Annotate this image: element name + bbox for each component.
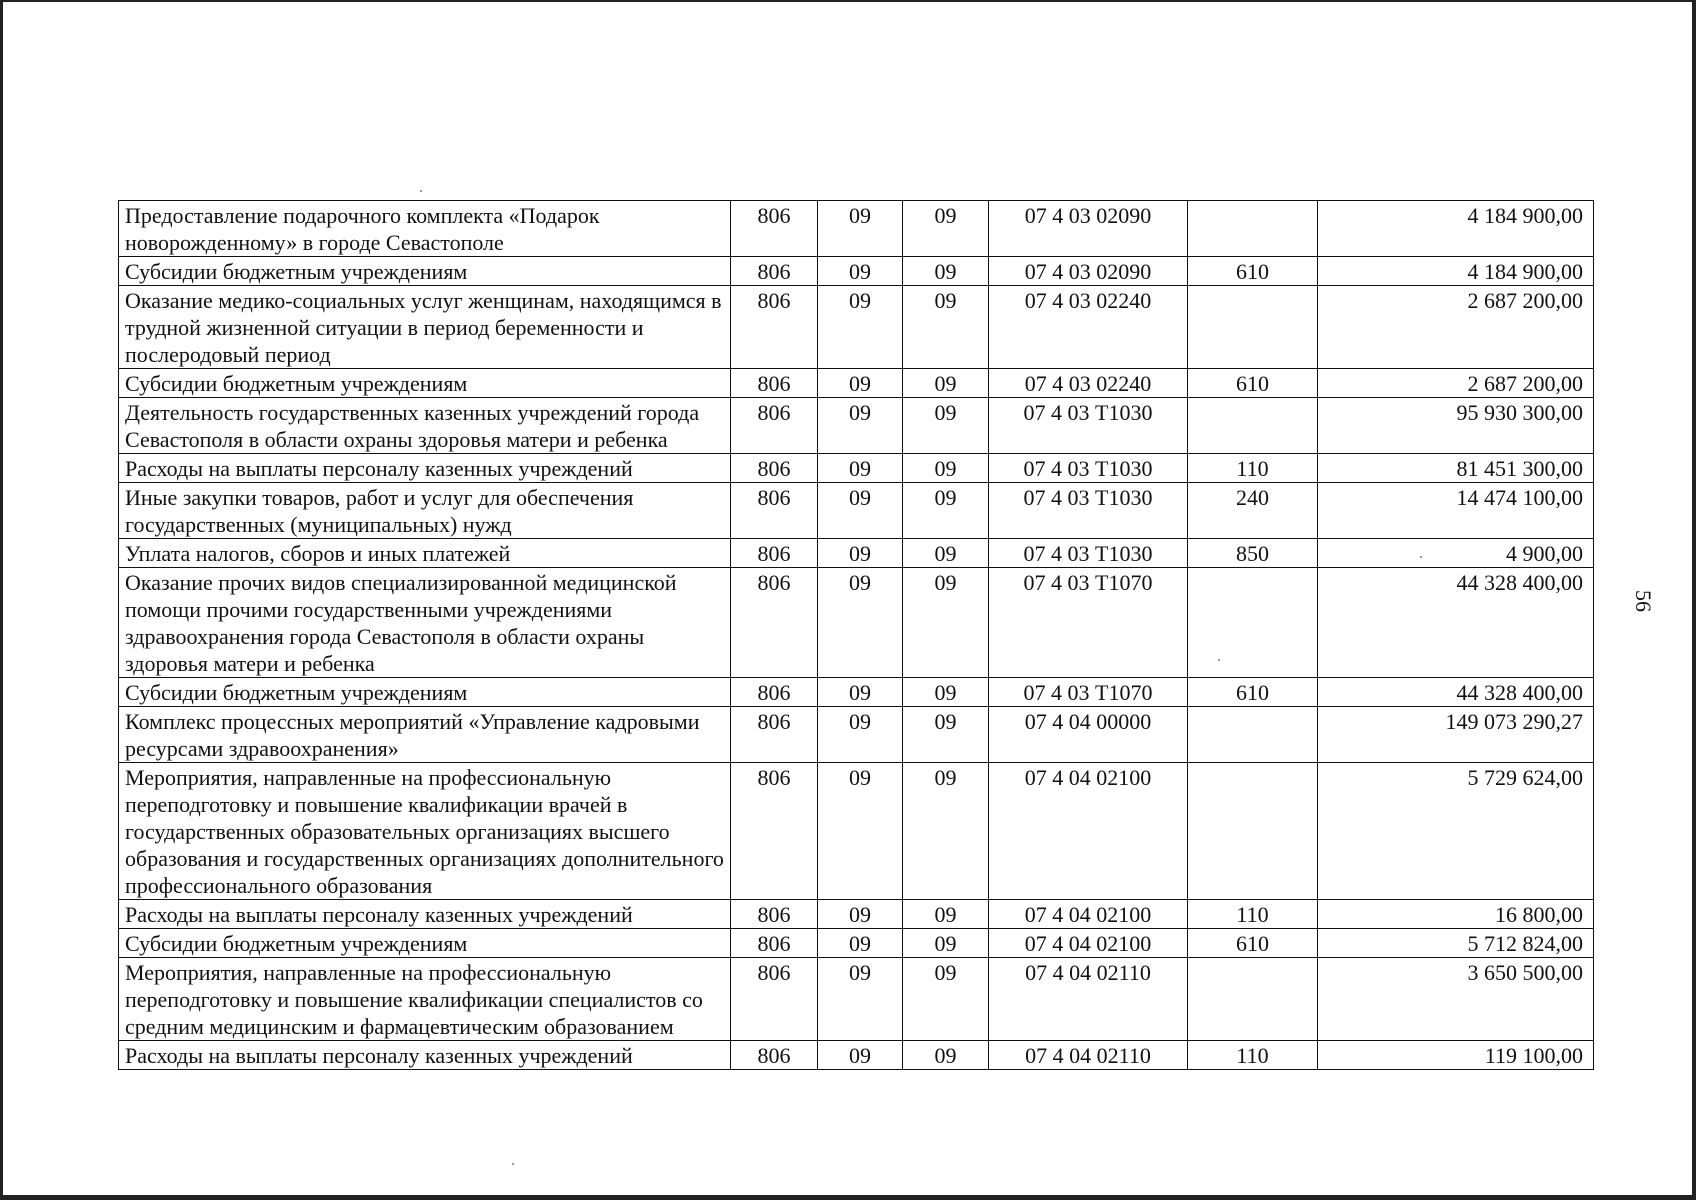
- row-grbs-cell: 806: [731, 568, 818, 678]
- row-expense-type-cell: 610: [1188, 929, 1318, 958]
- row-grbs-cell: 806: [731, 678, 818, 707]
- table-row: [119, 1041, 1594, 1070]
- row-target-article-cell: 07 4 04 02100: [989, 763, 1188, 900]
- row-grbs-cell: 806: [731, 1041, 818, 1070]
- row-subsection-cell: 09: [903, 286, 989, 369]
- row-target-article-cell: 07 4 04 00000: [989, 707, 1188, 763]
- row-subsection-cell: 09: [903, 900, 989, 929]
- row-subsection-cell: 09: [903, 1041, 989, 1070]
- table-row: [119, 539, 1594, 568]
- table-row: [119, 763, 1594, 900]
- row-subsection-cell: 09: [903, 201, 989, 257]
- row-subsection-cell: 09: [903, 763, 989, 900]
- row-target-article-cell: 07 4 03 Т1030: [989, 398, 1188, 454]
- page-number: 56: [1631, 590, 1656, 612]
- row-grbs-cell: 806: [731, 257, 818, 286]
- row-expense-type-cell: [1188, 707, 1318, 763]
- row-target-article-cell: 07 4 03 Т1030: [989, 539, 1188, 568]
- row-expense-type-cell: 110: [1188, 900, 1318, 929]
- table-row: [119, 201, 1594, 257]
- row-section-cell: 09: [818, 201, 903, 257]
- row-name-cell: Оказание медико-социальных услуг женщинам, находящимся в трудной жизненной ситуации в период беременности и послеродовый период: [119, 286, 731, 369]
- row-expense-type-cell: 850: [1188, 539, 1318, 568]
- row-target-article-cell: 07 4 04 02110: [989, 958, 1188, 1041]
- row-name-cell: Расходы на выплаты персоналу казенных учреждений: [119, 900, 731, 929]
- row-target-article-cell: 07 4 04 02110: [989, 1041, 1188, 1070]
- row-name-cell: Оказание прочих видов специализированной медицинской помощи прочими государственными учреждениями здравоохранения города Севастополя в области охраны здоровья матери и ребенка: [119, 568, 731, 678]
- row-expense-type-cell: 240: [1188, 483, 1318, 539]
- row-grbs-cell: 806: [731, 958, 818, 1041]
- scan-edge-bottom: [0, 1195, 1696, 1200]
- row-name-cell: Мероприятия, направленные на профессиональную переподготовку и повышение квалификации специалистов со средним медицинским и фармацевтическим образованием: [119, 958, 731, 1041]
- row-amount-cell: 4 184 900,00: [1318, 201, 1594, 257]
- row-expense-type-cell: 610: [1188, 257, 1318, 286]
- table-row: [119, 568, 1594, 678]
- row-subsection-cell: 09: [903, 568, 989, 678]
- table-row: [119, 369, 1594, 398]
- row-expense-type-cell: [1188, 201, 1318, 257]
- row-subsection-cell: 09: [903, 958, 989, 1041]
- row-grbs-cell: 806: [731, 286, 818, 369]
- row-subsection-cell: 09: [903, 398, 989, 454]
- scan-speck: [420, 190, 422, 192]
- row-amount-cell: 81 451 300,00: [1318, 454, 1594, 483]
- row-amount-cell: 44 328 400,00: [1318, 678, 1594, 707]
- row-grbs-cell: 806: [731, 900, 818, 929]
- row-target-article-cell: 07 4 03 Т1030: [989, 454, 1188, 483]
- row-amount-cell: 16 800,00: [1318, 900, 1594, 929]
- row-section-cell: 09: [818, 929, 903, 958]
- scan-edge-top: [0, 0, 1696, 2]
- row-section-cell: 09: [818, 707, 903, 763]
- row-amount-cell: 149 073 290,27: [1318, 707, 1594, 763]
- row-section-cell: 09: [818, 958, 903, 1041]
- row-section-cell: 09: [818, 398, 903, 454]
- row-grbs-cell: 806: [731, 483, 818, 539]
- row-subsection-cell: 09: [903, 369, 989, 398]
- row-expense-type-cell: [1188, 958, 1318, 1041]
- row-section-cell: 09: [818, 900, 903, 929]
- row-expense-type-cell: 110: [1188, 454, 1318, 483]
- table-row: [119, 286, 1594, 369]
- row-expense-type-cell: 610: [1188, 678, 1318, 707]
- row-amount-cell: 14 474 100,00: [1318, 483, 1594, 539]
- row-name-cell: Уплата налогов, сборов и иных платежей: [119, 539, 731, 568]
- row-grbs-cell: 806: [731, 707, 818, 763]
- table-row: [119, 483, 1594, 539]
- row-grbs-cell: 806: [731, 201, 818, 257]
- row-section-cell: 09: [818, 678, 903, 707]
- row-section-cell: 09: [818, 763, 903, 900]
- row-amount-cell: 4 900,00: [1318, 539, 1594, 568]
- row-subsection-cell: 09: [903, 678, 989, 707]
- row-name-cell: Комплекс процессных мероприятий «Управление кадровыми ресурсами здравоохранения»: [119, 707, 731, 763]
- table-row: [119, 900, 1594, 929]
- row-name-cell: Мероприятия, направленные на профессиональную переподготовку и повышение квалификации врачей в государственных образовательных организациях высшего образования и государственных организациях дополнительного профессионального образования: [119, 763, 731, 900]
- row-section-cell: 09: [818, 454, 903, 483]
- row-amount-cell: 119 100,00: [1318, 1041, 1594, 1070]
- row-amount-cell: 5 712 824,00: [1318, 929, 1594, 958]
- row-grbs-cell: 806: [731, 369, 818, 398]
- row-name-cell: Иные закупки товаров, работ и услуг для обеспечения государственных (муниципальных) нужд: [119, 483, 731, 539]
- table-body: [119, 201, 1594, 1070]
- row-expense-type-cell: 110: [1188, 1041, 1318, 1070]
- row-name-cell: Расходы на выплаты персоналу казенных учреждений: [119, 454, 731, 483]
- row-subsection-cell: 09: [903, 257, 989, 286]
- row-target-article-cell: 07 4 03 Т1070: [989, 678, 1188, 707]
- table-row: [119, 707, 1594, 763]
- row-subsection-cell: 09: [903, 539, 989, 568]
- row-section-cell: 09: [818, 539, 903, 568]
- table-row: [119, 454, 1594, 483]
- row-amount-cell: 44 328 400,00: [1318, 568, 1594, 678]
- row-section-cell: 09: [818, 369, 903, 398]
- row-target-article-cell: 07 4 03 02240: [989, 286, 1188, 369]
- row-section-cell: 09: [818, 568, 903, 678]
- scan-edge-right: [1692, 0, 1696, 1200]
- row-grbs-cell: 806: [731, 929, 818, 958]
- row-grbs-cell: 806: [731, 539, 818, 568]
- row-target-article-cell: 07 4 03 02090: [989, 201, 1188, 257]
- row-subsection-cell: 09: [903, 929, 989, 958]
- row-section-cell: 09: [818, 286, 903, 369]
- row-amount-cell: 3 650 500,00: [1318, 958, 1594, 1041]
- row-name-cell: Субсидии бюджетным учреждениям: [119, 369, 731, 398]
- scan-speck: [512, 1163, 514, 1165]
- row-amount-cell: 95 930 300,00: [1318, 398, 1594, 454]
- row-section-cell: 09: [818, 1041, 903, 1070]
- row-section-cell: 09: [818, 257, 903, 286]
- row-expense-type-cell: [1188, 763, 1318, 900]
- row-name-cell: Субсидии бюджетным учреждениям: [119, 257, 731, 286]
- row-grbs-cell: 806: [731, 398, 818, 454]
- budget-allocation-table: [118, 200, 1594, 1070]
- table-row: [119, 678, 1594, 707]
- row-name-cell: Субсидии бюджетным учреждениям: [119, 929, 731, 958]
- row-subsection-cell: 09: [903, 707, 989, 763]
- row-target-article-cell: 07 4 03 Т1030: [989, 483, 1188, 539]
- row-grbs-cell: 806: [731, 763, 818, 900]
- row-amount-cell: 4 184 900,00: [1318, 257, 1594, 286]
- row-subsection-cell: 09: [903, 454, 989, 483]
- row-name-cell: Деятельность государственных казенных учреждений города Севастополя в области охраны здоровья матери и ребенка: [119, 398, 731, 454]
- row-target-article-cell: 07 4 04 02100: [989, 900, 1188, 929]
- table-row: [119, 929, 1594, 958]
- row-amount-cell: 2 687 200,00: [1318, 369, 1594, 398]
- row-amount-cell: 2 687 200,00: [1318, 286, 1594, 369]
- table-row: [119, 257, 1594, 286]
- row-target-article-cell: 07 4 03 02090: [989, 257, 1188, 286]
- scan-edge-left: [0, 0, 3, 1200]
- row-name-cell: Субсидии бюджетным учреждениям: [119, 678, 731, 707]
- table-row: [119, 398, 1594, 454]
- row-target-article-cell: 07 4 03 Т1070: [989, 568, 1188, 678]
- row-section-cell: 09: [818, 483, 903, 539]
- row-expense-type-cell: 610: [1188, 369, 1318, 398]
- row-name-cell: Предоставление подарочного комплекта «Подарок новорожденному» в городе Севастополе: [119, 201, 731, 257]
- row-name-cell: Расходы на выплаты персоналу казенных учреждений: [119, 1041, 731, 1070]
- row-subsection-cell: 09: [903, 483, 989, 539]
- row-expense-type-cell: [1188, 398, 1318, 454]
- table-row: [119, 958, 1594, 1041]
- row-amount-cell: 5 729 624,00: [1318, 763, 1594, 900]
- row-expense-type-cell: [1188, 286, 1318, 369]
- row-expense-type-cell: [1188, 568, 1318, 678]
- row-target-article-cell: 07 4 03 02240: [989, 369, 1188, 398]
- row-target-article-cell: 07 4 04 02100: [989, 929, 1188, 958]
- row-grbs-cell: 806: [731, 454, 818, 483]
